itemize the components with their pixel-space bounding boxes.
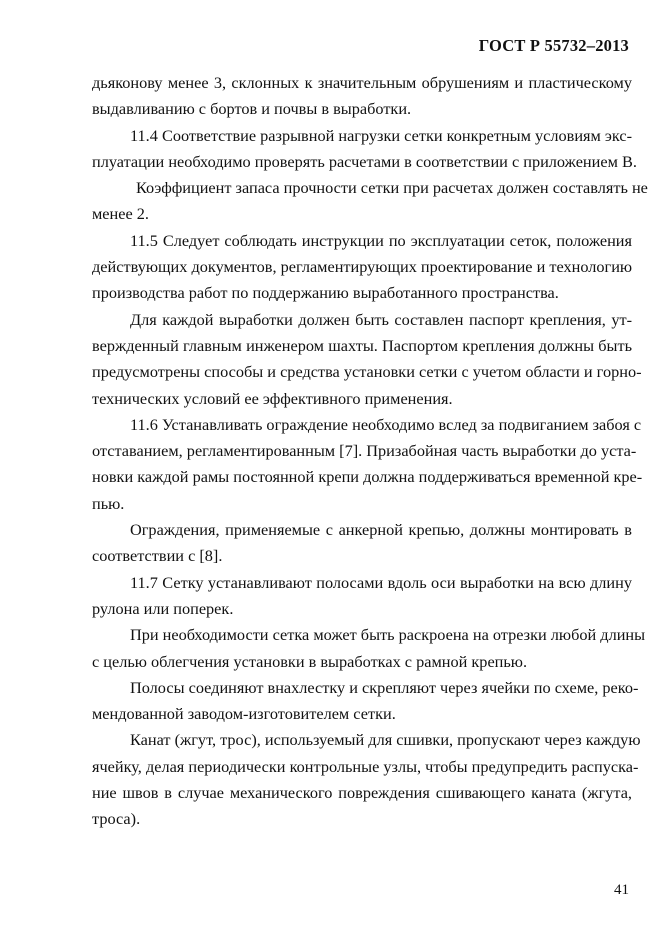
- text-line: мендованной заводом-изготовителем сетки.: [92, 704, 396, 724]
- text-line: 11.4 Соответствие разрывной нагрузки сетки конкретным условиям экс-: [130, 125, 633, 145]
- document-body: [92, 70, 648, 833]
- text-line: выдавливанию с бортов и почвы в выработки.: [92, 99, 412, 119]
- text-line: новки каждой рамы постоянной крепи должна поддерживаться временной кре-: [92, 467, 643, 487]
- text-line: дьяконову менее 3, склонных к значительным обрушениям и пластическому: [92, 73, 632, 92]
- text-line: рулона или поперек.: [92, 598, 234, 618]
- page-number: 41: [614, 882, 629, 898]
- text-line: с целью облегчения установки в выработках с рамной крепью.: [92, 651, 528, 671]
- text-line: пью.: [92, 493, 125, 513]
- text-line: Полосы соединяют внахлестку и скрепляют через ячейки по схеме, реко-: [130, 677, 639, 697]
- text-line: вержденный главным инженером шахты. Паспортом крепления должны быть: [92, 335, 632, 355]
- text-line: Канат (жгут, трос), используемый для сшивки, пропускают через каждую: [130, 730, 641, 750]
- text-line: соответствии с [8].: [92, 546, 223, 566]
- text-line: Ограждения, применяемые с анкерной крепью, должны монтировать в: [130, 520, 632, 540]
- document-header: ГОСТ Р 55732–2013: [478, 36, 629, 55]
- text-line: ние швов в случае механического повреждения сшивающего каната (жгута,: [92, 783, 632, 803]
- text-line: производства работ по поддержанию выработанного пространства.: [92, 283, 559, 303]
- text-line: менее 2.: [92, 204, 149, 224]
- text-line: технических условий ее эффективного применения.: [92, 388, 453, 408]
- text-line: 11.7 Сетку устанавливают полосами вдоль оси выработки на всю длину: [130, 572, 632, 592]
- text-line: троса).: [92, 809, 141, 829]
- text-line: ячейку, делая периодически контрольные узлы, чтобы предупредить распуска-: [92, 756, 639, 776]
- text-line: 11.6 Устанавливать ограждение необходимо вслед за подвиганием забоя с: [130, 414, 642, 434]
- text-line: Коэффициент запаса прочности сетки при расчетах должен составлять не: [136, 178, 648, 198]
- text-line: Для каждой выработки должен быть составлен паспорт крепления, ут-: [130, 309, 632, 329]
- text-line: При необходимости сетка может быть раскроена на отрезки любой длины: [130, 625, 646, 645]
- text-line: отставанием, регламентированным [7]. Призабойная часть выработки до уста-: [92, 441, 637, 461]
- text-line: плуатации необходимо проверять расчетами в соответствии с приложением В.: [92, 151, 637, 171]
- text-line: предусмотрены способы и средства установки сетки с учетом области и горно-: [92, 362, 642, 382]
- text-line: действующих документов, регламентирующих проектирование и технологию: [92, 257, 633, 277]
- text-line: 11.5 Следует соблюдать инструкции по эксплуатации сеток, положения: [130, 230, 632, 250]
